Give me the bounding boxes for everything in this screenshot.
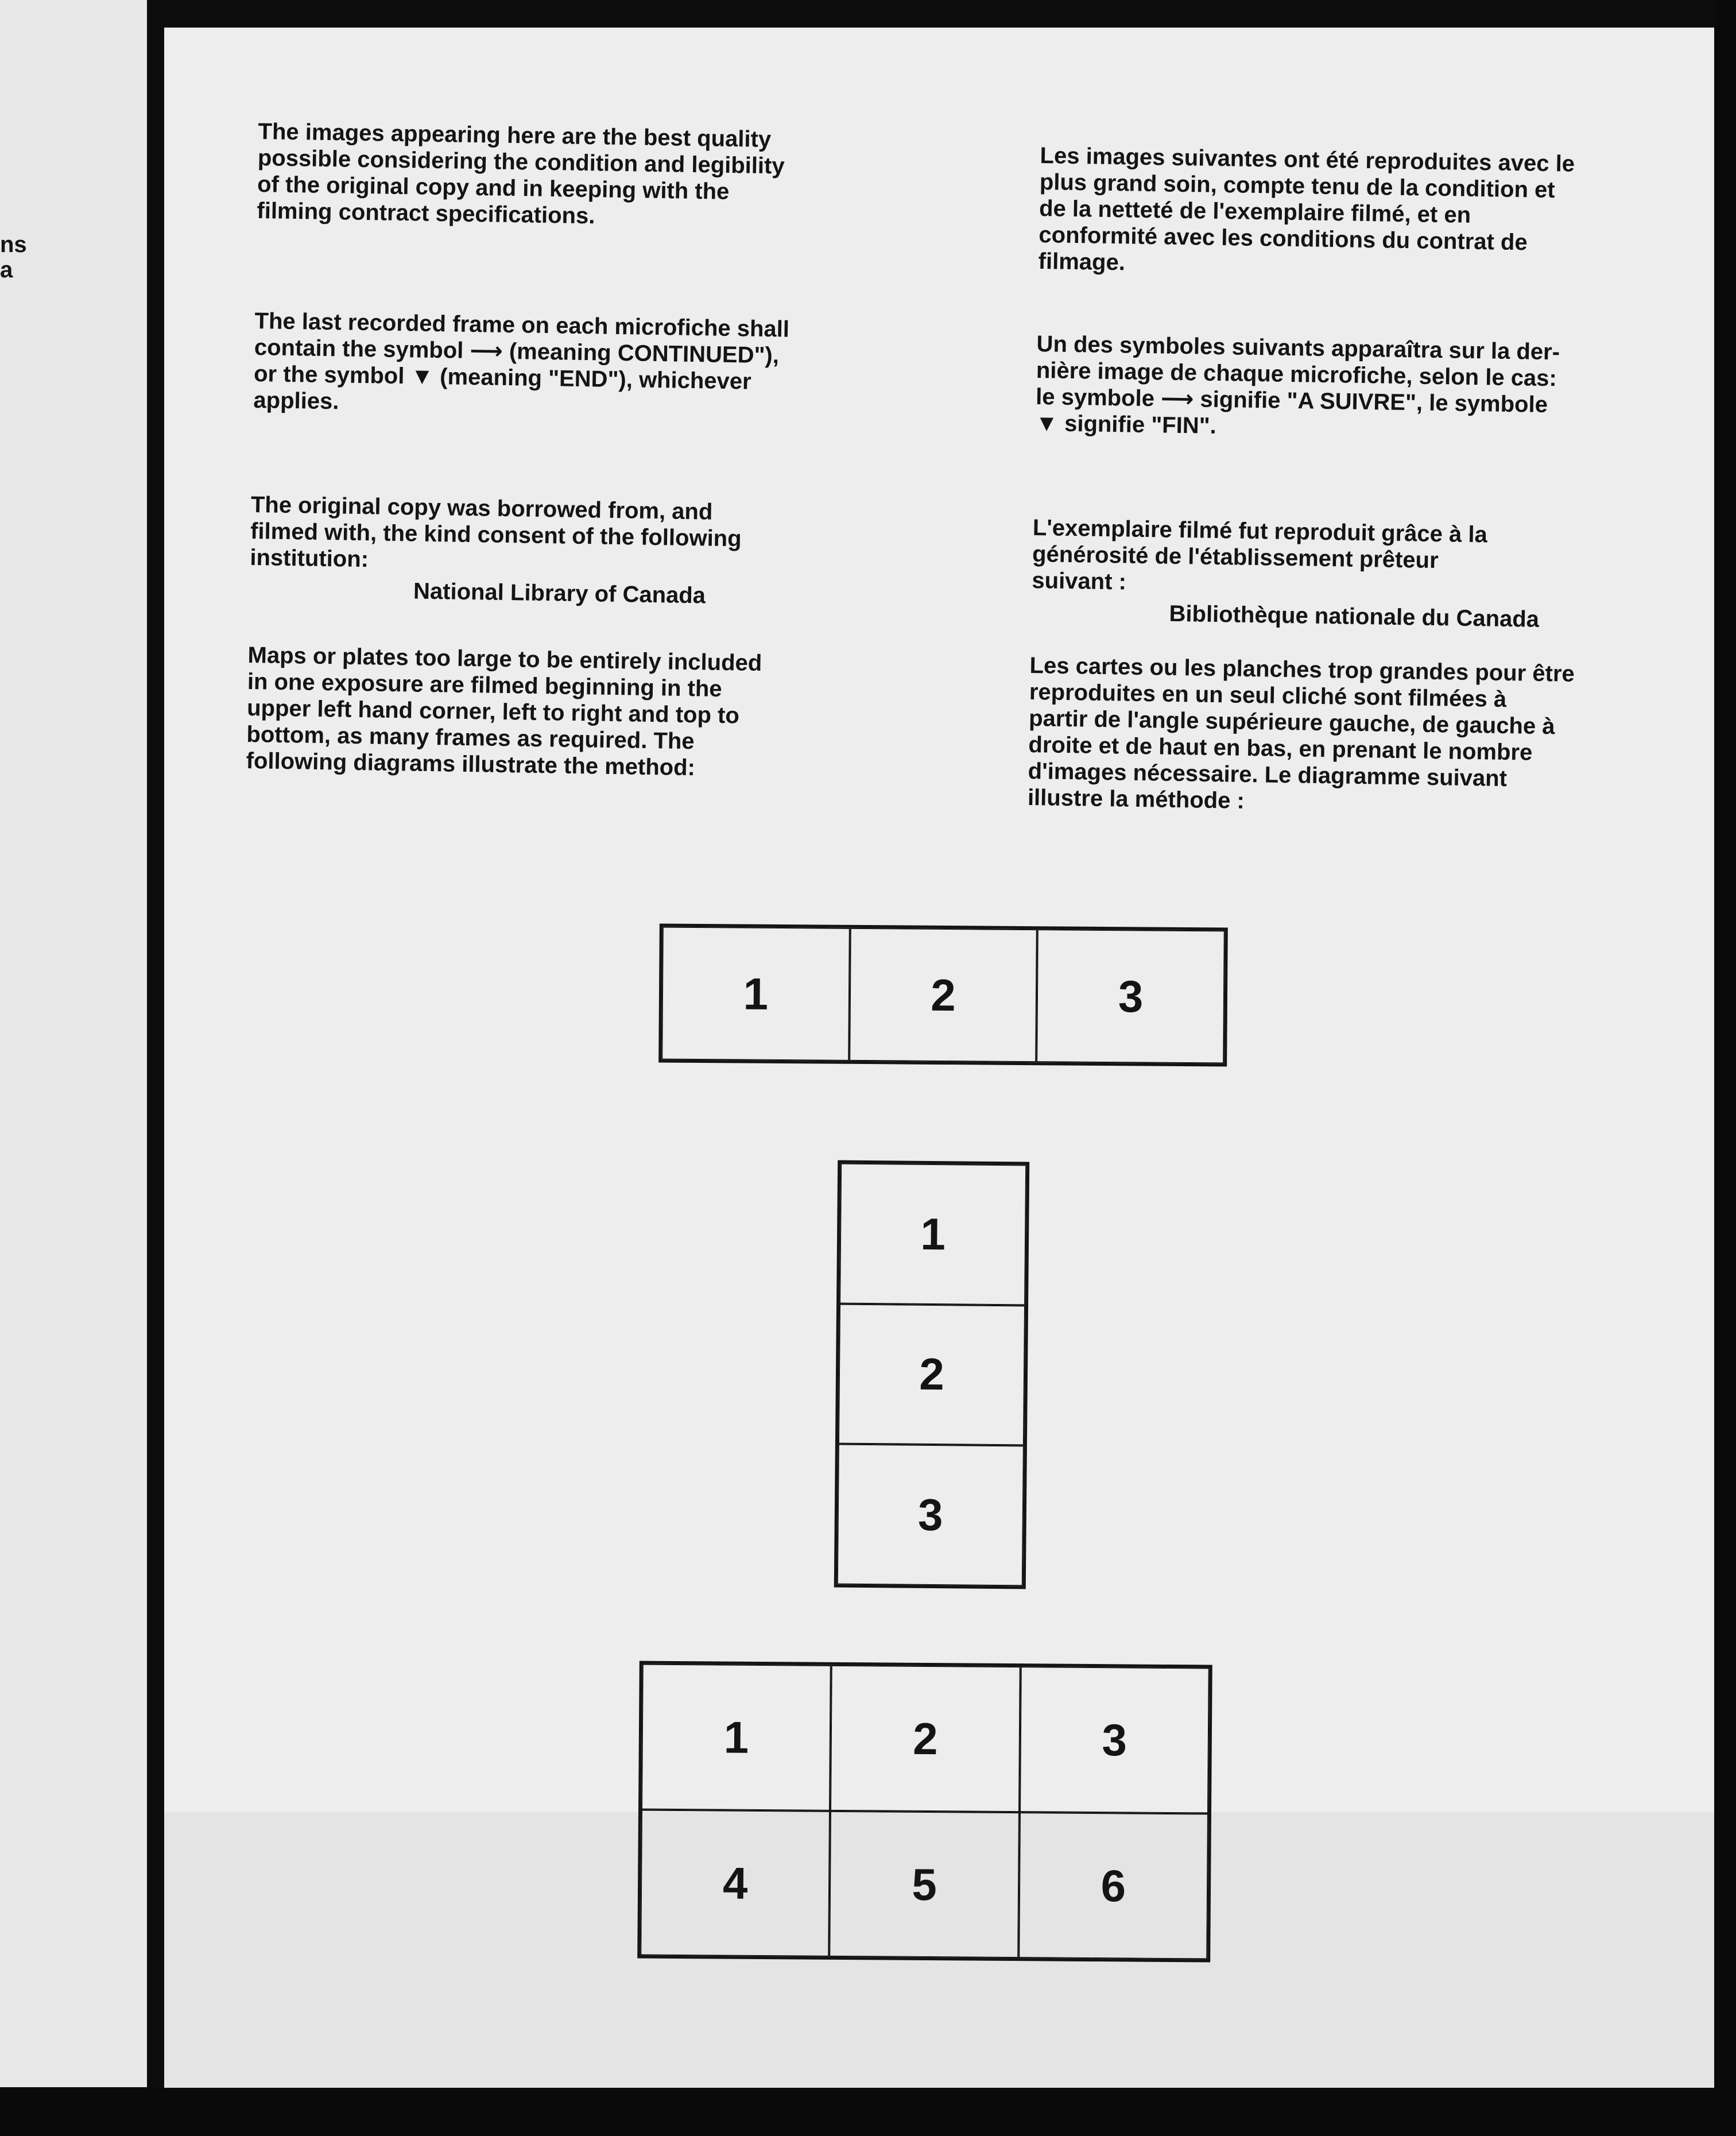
previous-page-fragment: a [0, 257, 13, 283]
previous-page-edge [0, 0, 147, 2087]
frame-cell: 1 [661, 927, 850, 1061]
frame-cell: 5 [830, 1811, 1020, 1958]
bottom-film-border [0, 2088, 1736, 2136]
grid-frame-diagram [637, 1661, 1212, 1963]
frame-cell: 1 [641, 1664, 831, 1811]
frame-cell: 2 [830, 1665, 1020, 1812]
right-film-border [1714, 0, 1736, 2136]
french-quality-paragraph: Les images suivantes ont été reproduites avec le plus grand soin, compte tenu de la condition et de la netteté de l'exemplaire filmé, et en conformité avec les conditions du contrat de filmage. [1038, 142, 1575, 276]
french-institution: Bibliothèque nationale du Canada [1169, 601, 1540, 632]
english-quality-paragraph: The images appearing here are the best quality possible considering the condition and legibility of the original copy and in keeping with the filming contract specifications. [257, 118, 785, 229]
frame-cell: 2 [849, 928, 1037, 1062]
french-symbol-paragraph: Un des symboles suivants apparaîtra sur la der- nière image de chaque microfiche, selon le cas: le symbole ⟶ signifie "A SUIVRE", le symbole ▼ signifie "FIN". [1035, 331, 1560, 439]
page-gutter [147, 0, 164, 2136]
frame-cell: 6 [1018, 1812, 1208, 1959]
frame-cell: 1 [839, 1163, 1026, 1305]
frame-cell: 2 [838, 1303, 1025, 1445]
frame-cell: 3 [1020, 1666, 1210, 1813]
french-source-paragraph [1031, 488, 1607, 660]
english-institution: National Library of Canada [413, 578, 706, 609]
horizontal-frame-diagram [658, 924, 1228, 1067]
frame-cell: 4 [640, 1810, 830, 1957]
english-source-text: The original copy was borrowed from, and filmed with, the kind consent of the following institution: [250, 492, 742, 572]
french-source-text: L'exemplaire filmé fut reproduit grâce à la générosité de l'établissement prêteur suivant : [1032, 514, 1488, 595]
english-source-paragraph [249, 465, 871, 638]
english-maps-paragraph: Maps or plates too large to be entirely included in one exposure are filmed beginning in the upper left hand corner, left to right and top to bottom, as many frames as required. The following diagrams illustrate the method: [246, 642, 762, 781]
english-symbol-paragraph: The last recorded frame on each microfiche shall contain the symbol ⟶ (meaning CONTINUED"), or the symbol ▼ (meaning "END"), whichever applies. [253, 308, 790, 415]
vertical-frame-diagram [834, 1160, 1029, 1589]
french-maps-paragraph: Les cartes ou les planches trop grandes pour être reproduites en un seul cliché sont filmées à partir de l'angle supérieure gauche, de gauche à droite et de haut en bas, en prenant le nombre d'images nécessaire. Le diagramme suivant illustre la méthode : [1027, 652, 1575, 814]
frame-cell: 3 [1037, 929, 1225, 1063]
frame-cell: 3 [837, 1444, 1024, 1586]
previous-page-fragment: ns [0, 232, 27, 257]
